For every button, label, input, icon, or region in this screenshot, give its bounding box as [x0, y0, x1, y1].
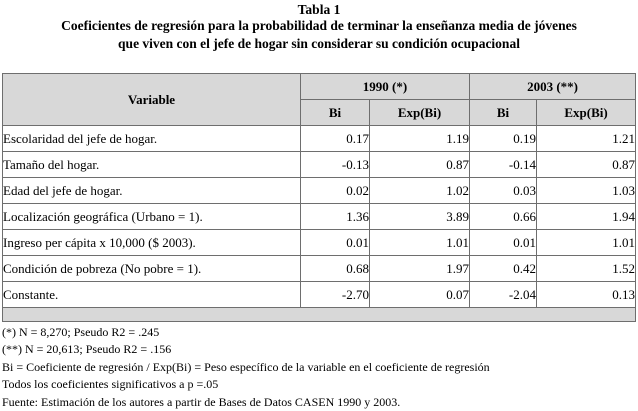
header-row-periods: [3, 74, 636, 100]
expbi-1990-value: 1.02: [370, 178, 470, 204]
variable-label: Edad del jefe de hogar.: [3, 178, 301, 204]
expbi-header-2003: Exp(Bi): [537, 100, 636, 126]
note-1990-sample: (*) N = 8,270; Pseudo R2 = .245: [2, 325, 160, 339]
variable-label: Ingreso per cápita x 10,000 ($ 2003).: [3, 230, 301, 256]
bi-header-1990: Bi: [301, 100, 370, 126]
table-row: [3, 204, 636, 230]
footer-bar-cell: [3, 308, 636, 322]
note-significance: Todos los coeficientes significativos a p =.05: [2, 377, 219, 392]
expbi-1990-value: 1.19: [370, 126, 470, 152]
variable-label: Condición de pobreza (No pobre = 1).: [3, 256, 301, 282]
bi-1990-value: 0.01: [301, 230, 370, 256]
bi-2003-value: 0.19: [470, 126, 537, 152]
expbi-1990-value: 1.97: [370, 256, 470, 282]
period-header-2003: 2003 (**): [470, 74, 636, 100]
bi-1990-value: 1.36: [301, 204, 370, 230]
period-header-1990: 1990 (*): [301, 74, 470, 100]
regression-table: [2, 73, 636, 322]
variable-label: Tamaño del hogar.: [3, 152, 301, 178]
expbi-1990-value: 3.89: [370, 204, 470, 230]
expbi-header-1990: Exp(Bi): [370, 100, 470, 126]
table-row: [3, 152, 636, 178]
expbi-1990-value: 1.01: [370, 230, 470, 256]
bi-1990-value: 0.17: [301, 126, 370, 152]
expbi-1990-value: 0.87: [370, 152, 470, 178]
bi-2003-value: -2.04: [470, 282, 537, 308]
expbi-2003-value: 1.01: [537, 230, 636, 256]
bi-2003-value: 0.03: [470, 178, 537, 204]
table-title-line-2: que viven con el jefe de hogar sin considerar su condición ocupacional: [118, 36, 520, 51]
table-notes: [2, 324, 632, 411]
variable-label: Escolaridad del jefe de hogar.: [3, 126, 301, 152]
table-title-line-1: Coeficientes de regresión para la probabilidad de terminar la enseñanza media de jóvenes: [61, 18, 577, 33]
variable-label: Localización geográfica (Urbano = 1).: [3, 204, 301, 230]
table-row: [3, 126, 636, 152]
note-2003-sample: (**) N = 20,613; Pseudo R2 = .156: [2, 342, 172, 357]
note-source: Fuente: Estimación de los autores a partir de Bases de Datos CASEN 1990 y 2003.: [2, 394, 401, 409]
expbi-2003-value: 1.52: [537, 256, 636, 282]
variable-header: Variable: [3, 74, 301, 126]
bi-1990-value: 0.68: [301, 256, 370, 282]
bi-2003-value: -0.14: [470, 152, 537, 178]
bi-2003-value: 0.01: [470, 230, 537, 256]
expbi-2003-value: 1.03: [537, 178, 636, 204]
bi-1990-value: 0.02: [301, 178, 370, 204]
table-row: [3, 178, 636, 204]
table-number: Tabla 1: [297, 2, 341, 17]
variable-label: Constante.: [3, 282, 301, 308]
table-row: [3, 230, 636, 256]
bi-2003-value: 0.66: [470, 204, 537, 230]
bi-2003-value: 0.42: [470, 256, 537, 282]
bi-1990-value: -2.70: [301, 282, 370, 308]
expbi-2003-value: 1.94: [537, 204, 636, 230]
note-definitions: Bi = Coeficiente de regresión / Exp(Bi) = Peso específico de la variable en el coeficiente de regresión: [2, 359, 490, 374]
bi-header-2003: Bi: [470, 100, 537, 126]
expbi-2003-value: 0.13: [537, 282, 636, 308]
table-footer-bar: [3, 308, 636, 322]
expbi-1990-value: 0.07: [370, 282, 470, 308]
table-row: [3, 282, 636, 308]
table-row: [3, 256, 636, 282]
expbi-2003-value: 0.87: [537, 152, 636, 178]
bi-1990-value: -0.13: [301, 152, 370, 178]
expbi-2003-value: 1.21: [537, 126, 636, 152]
